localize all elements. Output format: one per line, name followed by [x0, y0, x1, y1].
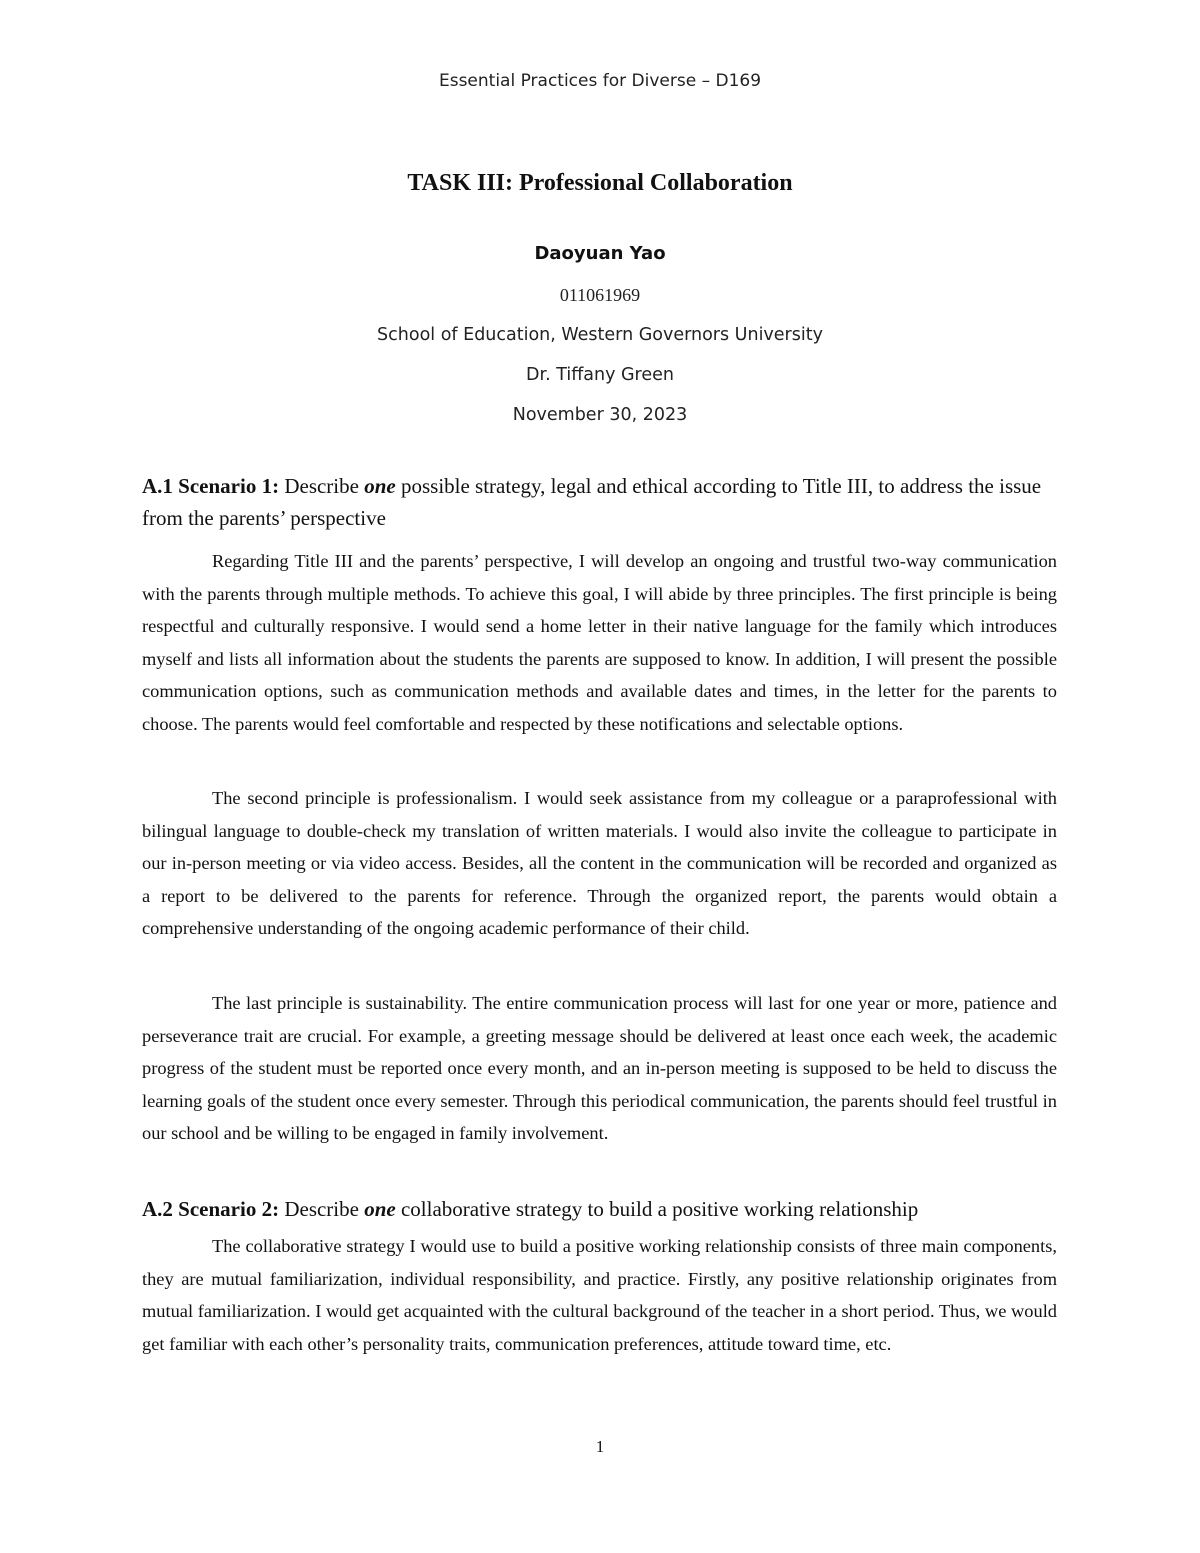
section-a2-emphasis: one — [364, 1197, 396, 1221]
section-a1-prefix: Describe — [279, 474, 365, 498]
section-a1-label: A.1 Scenario 1: — [142, 474, 280, 498]
school-affiliation: School of Education, Western Governors University — [377, 325, 823, 345]
section-a1-paragraph-2: The second principle is professionalism. I would seek assistance from my colleague or a paraprofessional with bilingual language to double-check my translation of written materials. I would also invite the colleague to participate in our in-person meeting or via video access. Besides, all the content in the communication will be recorded and organized as a report to be delivered to the parents for reference. Through the organized report, the parents would obtain a comprehensive understanding of the ongoing academic performance of their child. — [142, 788, 1057, 939]
section-a2-prefix: Describe — [279, 1197, 365, 1221]
section-a1-rest: possible strategy, legal and ethical according to Title III, to address the issue from the parents’ perspective — [142, 474, 1042, 530]
section-a2-paragraph-1: The collaborative strategy I would use to build a positive working relationship consists of three main components, they are mutual familiarization, individual responsibility, and practice. Firstly, any positive relationship originates from mutual familiarization. I would get acquainted with the cultural background of the teacher in a short period. Thus, we would get familiar with each other’s personality traits, communication preferences, attitude toward time, etc. — [142, 1236, 1057, 1354]
instructor-name: Dr. Tiffany Green — [526, 365, 674, 385]
page-title: TASK III: Professional Collaboration — [407, 170, 793, 196]
student-id: 011061969 — [559, 285, 641, 305]
section-a2-rest: collaborative strategy to build a positive working relationship — [395, 1197, 919, 1221]
section-a1-emphasis: one — [364, 474, 396, 498]
submission-date: November 30, 2023 — [512, 405, 688, 425]
running-header: Essential Practices for Diverse – D169 — [438, 71, 762, 91]
section-a1-paragraph-1: Regarding Title III and the parents’ perspective, I will develop an ongoing and trustful two-way communication with the parents through multiple methods. To achieve this goal, I will abide by three principles. The first principle is being respectful and culturally responsive. I would send a home letter in their native language for the family which introduces myself and lists all information about the students the parents are supposed to know. In addition, I will present the possible communication options, such as communication methods and available dates and times, in the letter for the parents to choose. The parents would feel comfortable and respected by these notifications and selectable options. — [142, 551, 1057, 734]
section-a1-heading — [142, 470, 1062, 534]
section-a1-paragraph-3: The last principle is sustainability. The entire communication process will last for one year or more, patience and perseverance trait are crucial. For example, a greeting message should be delivered at least once each week, the academic progress of the student must be reported once every month, and an in-person meeting is supposed to be held to discuss the learning goals of the student once every semester. Through this periodical communication, the parents should feel trustful in our school and be willing to be engaged in family involvement. — [142, 993, 1057, 1144]
author-name: Daoyuan Yao — [534, 243, 666, 264]
section-a2-label: A.2 Scenario 2: — [142, 1197, 280, 1221]
section-a2-heading — [142, 1193, 1062, 1225]
page-number: 1 — [595, 1437, 605, 1456]
